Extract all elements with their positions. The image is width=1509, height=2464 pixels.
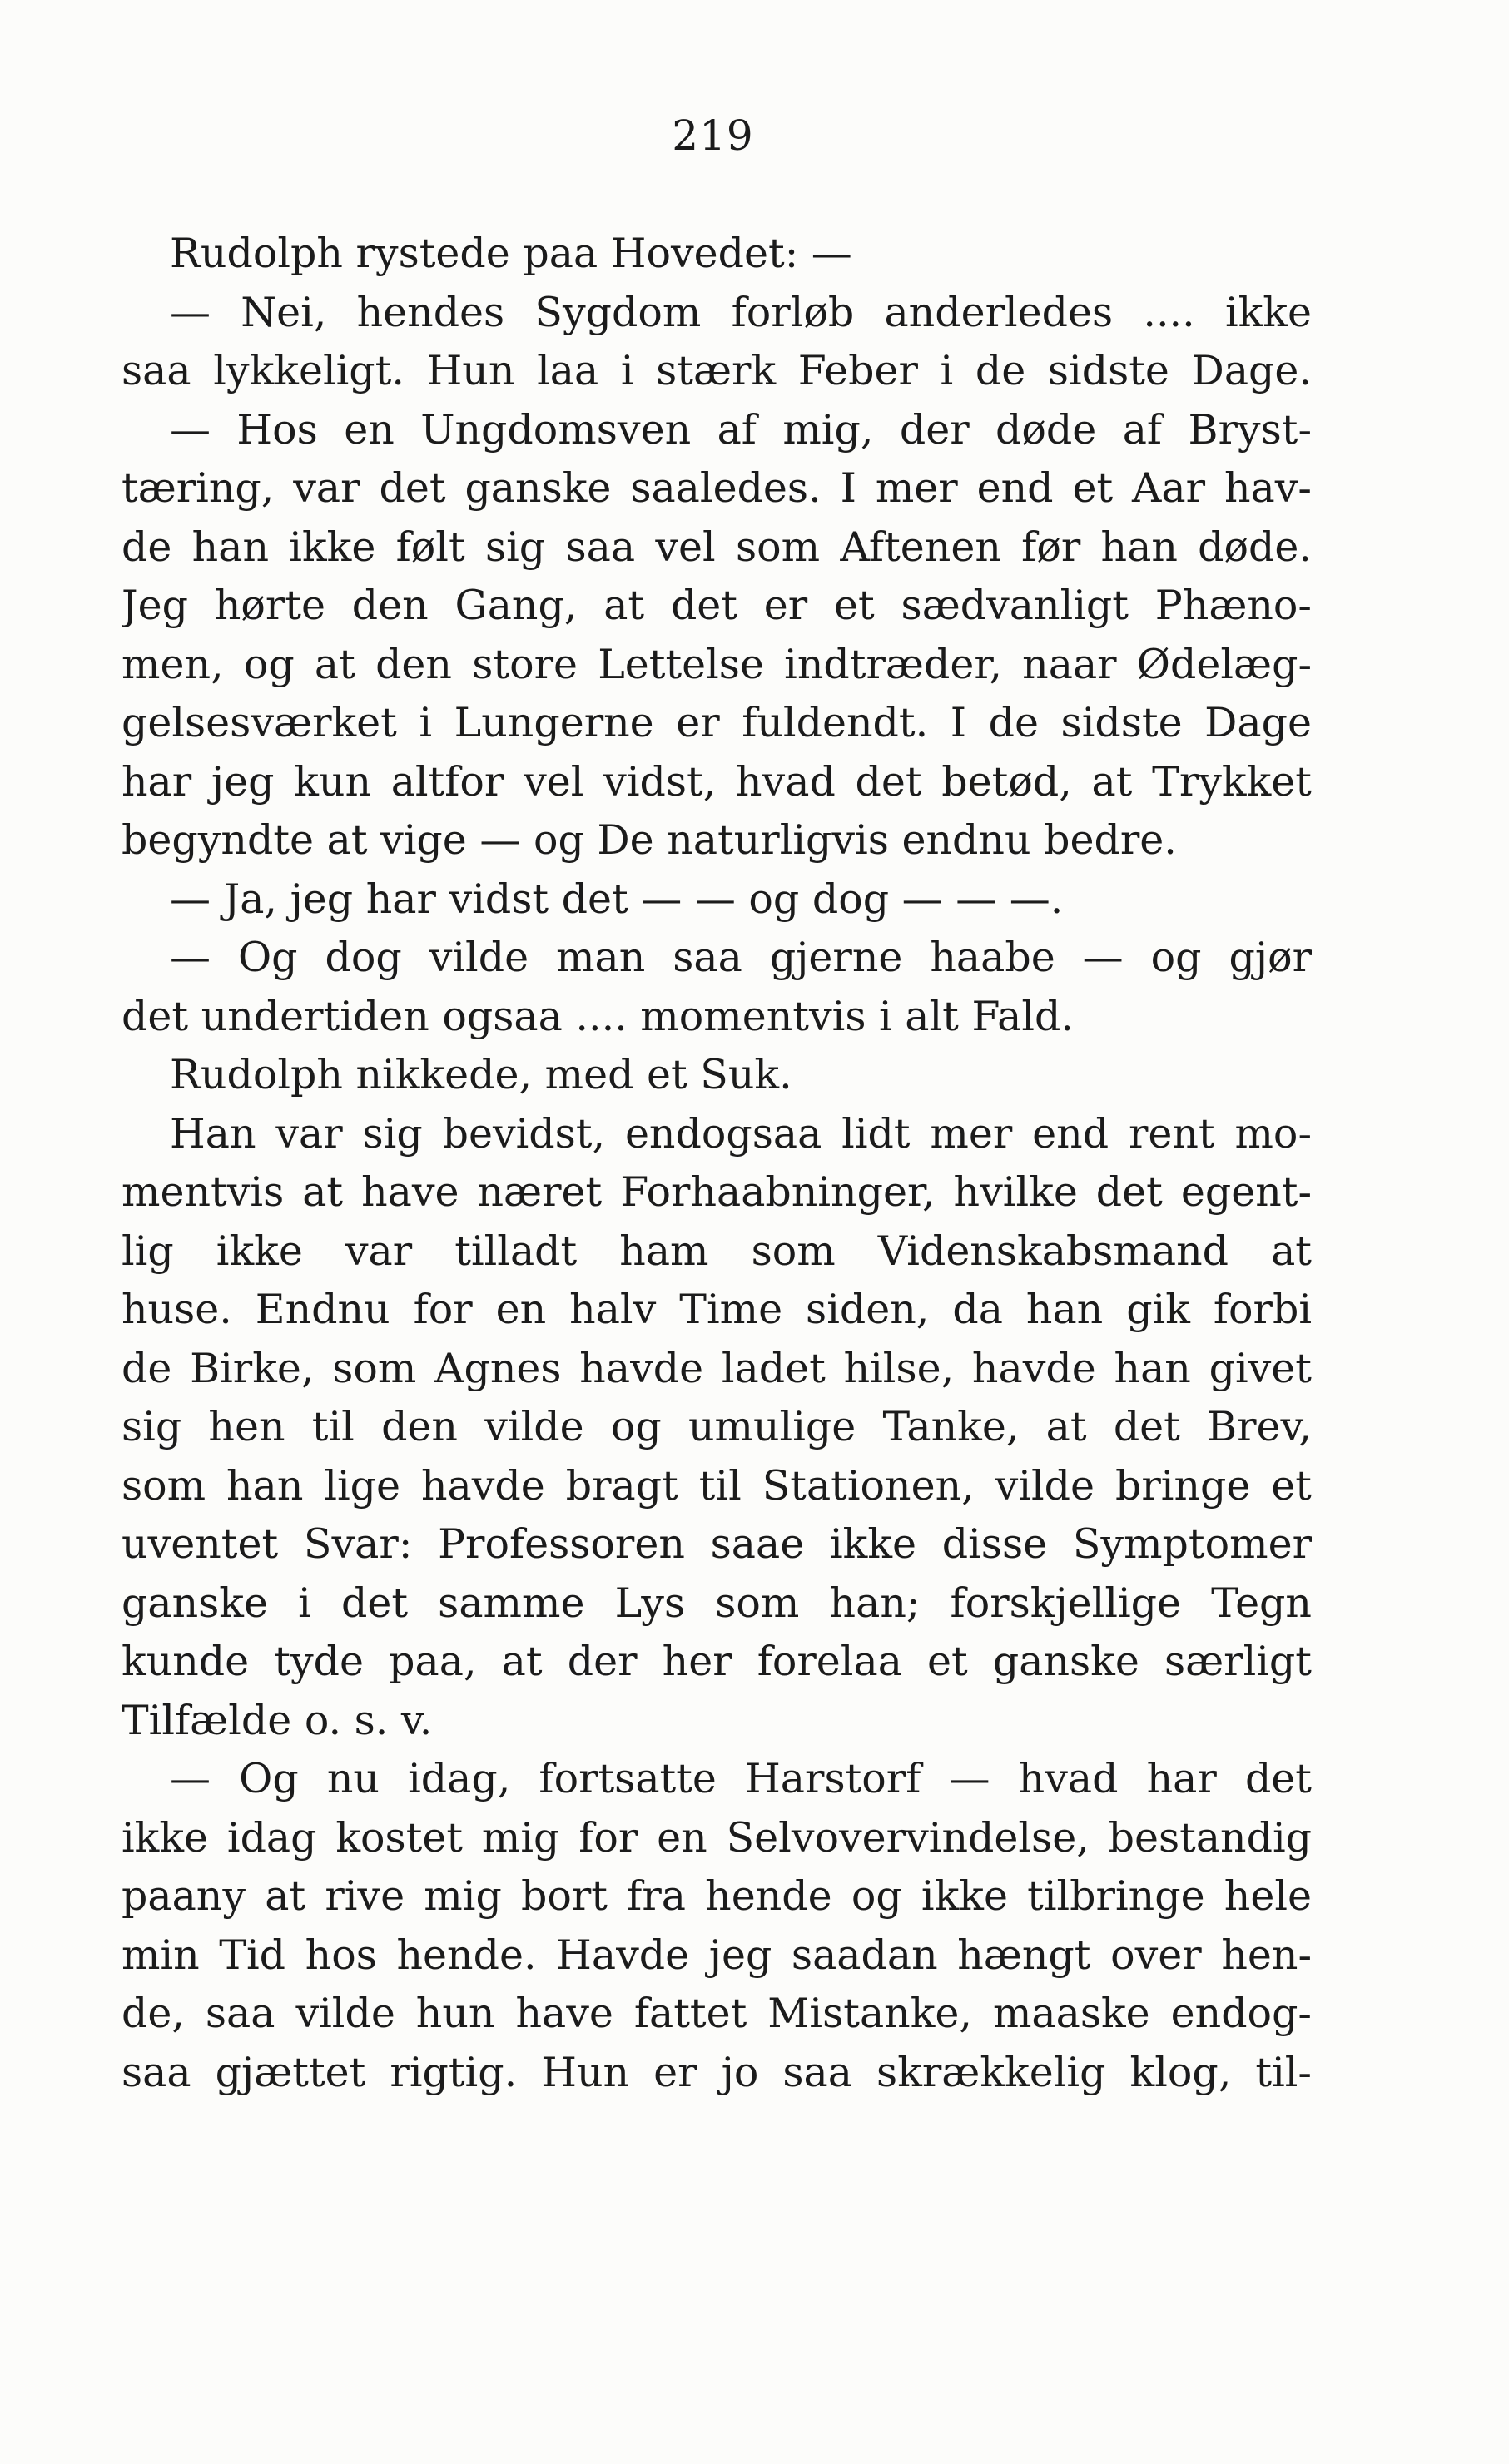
text-line: min Tid hos hende. Havde jeg saadan hængt over hen- <box>122 1931 1312 1979</box>
text-line: — Og dog vilde man saa gjerne haabe — og gjør <box>170 934 1312 981</box>
text-line: — Hos en Ungdomsven af mig, der døde af Bryst- <box>170 405 1312 454</box>
text-line: gelsesværket i Lungerne er fuldendt. I de sidste Dage <box>122 699 1312 746</box>
text-line: Jeg hørte den Gang, at det er et sædvanligt Phæno- <box>122 582 1312 629</box>
text-line: huse. Endnu for en halv Time siden, da han gik forbi <box>122 1286 1312 1333</box>
text-line: Tilfælde o. s. v. <box>122 1696 433 1744</box>
text-line: Han var sig bevidst, endogsaa lidt mer end rent mo- <box>170 1109 1312 1158</box>
text-line: sig hen til den vilde og umulige Tanke, at det Brev, <box>122 1403 1312 1450</box>
text-line: — Ja, jeg har vidst det — — og dog — — —. <box>170 875 1064 923</box>
text-line: de Birke, som Agnes havde ladet hilse, havde han givet <box>122 1344 1312 1392</box>
text-line: — Og nu idag, fortsatte Harstorf — hvad har det <box>170 1755 1312 1802</box>
text-line: de han ikke følt sig saa vel som Aftenen før han døde. <box>122 523 1312 571</box>
text-line: Rudolph rystede paa Hovedet: — <box>170 230 852 277</box>
text-line: men, og at den store Lettelse indtræder, naar Ødelæg- <box>122 640 1312 688</box>
text-line: mentvis at have næret Forhaabninger, hvilke det egent- <box>122 1168 1312 1216</box>
text-line: saa gjættet rigtig. Hun er jo saa skrækkelig klog, til- <box>122 2048 1312 2096</box>
text-line: Rudolph nikkede, med et Suk. <box>170 1051 792 1098</box>
text-line: det undertiden ogsaa .... momentvis i alt Fald. <box>122 992 1074 1040</box>
text-line: paany at rive mig bort fra hende og ikke tilbringe hele <box>122 1872 1312 1920</box>
text-line: har jeg kun altfor vel vidst, hvad det betød, at Trykket <box>122 757 1312 806</box>
page-text <box>122 225 1312 2102</box>
text-line: — Nei, hendes Sygdom forløb anderledes .... ikke <box>170 288 1312 336</box>
text-line: kunde tyde paa, at der her forelaa et ganske særligt <box>122 1638 1312 1685</box>
text-line: ganske i det samme Lys som han; forskjellige Tegn <box>122 1579 1312 1627</box>
page-number: 219 <box>672 112 754 160</box>
text-line: tæring, var det ganske saaledes. I mer end et Aar hav- <box>122 464 1312 512</box>
text-line: lig ikke var tilladt ham som Videnskabsmand at <box>122 1227 1312 1275</box>
text-line: de, saa vilde hun have fattet Mistanke, maaske endog- <box>122 1990 1312 2037</box>
text-line: ikke idag kostet mig for en Selvovervindelse, bestandig <box>122 1813 1312 1862</box>
text-line: som han lige havde bragt til Stationen, vilde bringe et <box>122 1461 1312 1510</box>
text-line: begyndte at vige — og De naturligvis endnu bedre. <box>122 816 1177 864</box>
text-line: uventet Svar: Professoren saae ikke disse Symptomer <box>122 1520 1312 1568</box>
text-line: saa lykkeligt. Hun laa i stærk Feber i de sidste Dage. <box>122 347 1312 394</box>
